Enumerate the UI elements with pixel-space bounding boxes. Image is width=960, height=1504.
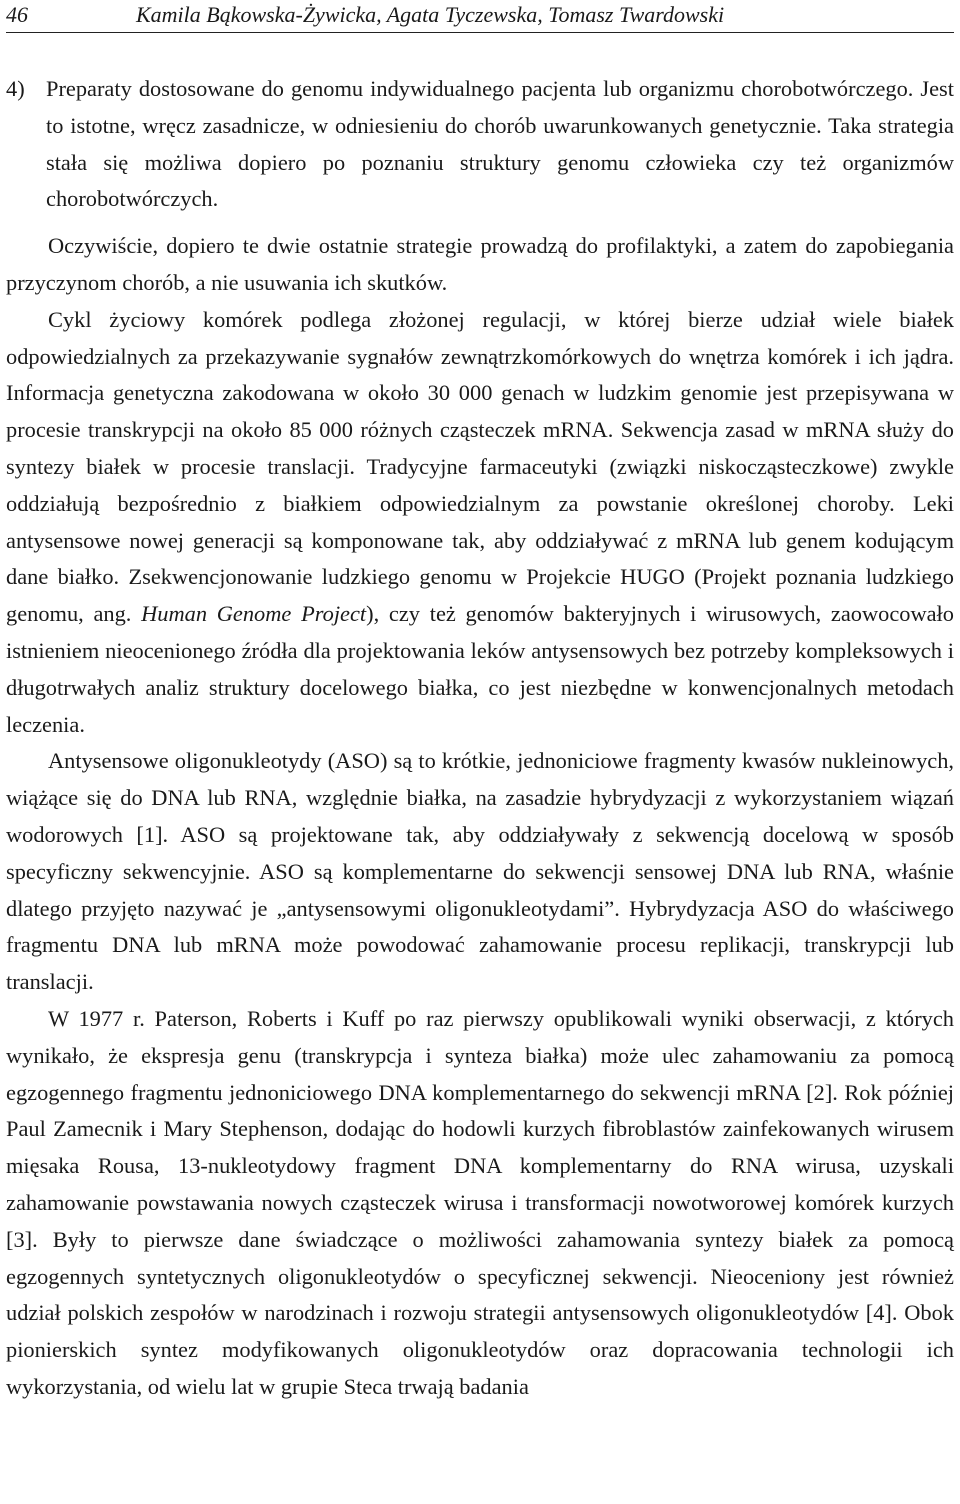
body-text bbox=[6, 71, 954, 1406]
list-item-text: Preparaty dostosowane do genomu indywidualnego pacjenta lub organizmu chorobotwórczego. Jest to istotne, wręcz zasadnicze, w odniesieniu do chorób uwarunkowanych genetycznie. Taka strategia stała się możliwa dopiero po poznaniu struktury genomu człowieka czy też organizmów chorobotwórczych. bbox=[46, 76, 954, 212]
list-item-4 bbox=[6, 71, 954, 218]
paragraph-cell-cycle bbox=[6, 302, 954, 744]
paragraph-cell-cycle-part1: Cykl życiowy komórek podlega złożonej regulacji, w której bierze udział wiele białek odpowiedzialnych za przekazywanie sygnałów zewnątrzkomórkowych do wnętrza komórek i ich jądra. Informacja genetyczna zakodowana w około 30 000 genach w ludzkim genomie jest przepisywana w procesie transkrypcji na około 85 000 różnych cząsteczek mRNA. Sekwencja zasad w mRNA służy do syntezy białek w procesie translacji. Tradycyjne farmaceutyki (związki niskocząsteczkowe) zwykle oddziałują bezpośrednio z białkiem odpowiedzialnym za powstanie określonej choroby. Leki antysensowe nowej generacji są komponowane tak, aby oddziaływać z mRNA lub genem kodującym dane białko. Zsekwencjonowanie ludzkiego genomu w Projekcie HUGO (Projekt poznania ludzkiego genomu, ang. bbox=[6, 306, 954, 627]
page-number: 46 bbox=[6, 2, 28, 27]
document-page bbox=[6, 0, 954, 1406]
paragraph-strategies: Oczywiście, dopiero te dwie ostatnie strategie prowadzą do profilaktyki, a zatem do zapobiegania przyczynom chorób, a nie usuwania ich skutków. bbox=[6, 233, 954, 295]
running-header bbox=[6, 0, 954, 33]
paragraph-cell-cycle-part2: ), czy też genomów bakteryjnych i wirusowych, zaowocowało istnieniem nieocenionego źródła dla projektowania leków antysensowych bez potrzeby kompleksowych i długotrwałych analiz struktury docelowego białka, co jest niezbędne w konwencjonalnych metodach leczenia. bbox=[6, 601, 954, 737]
list-item-number: 4) bbox=[6, 76, 25, 101]
paragraph-history: W 1977 r. Paterson, Roberts i Kuff po raz pierwszy opublikowali wyniki obserwacji, z których wynikało, że ekspresja genu (transkrypcja i synteza białka) może ulec zahamowaniu za pomocą egzogennego fragmentu jednoniciowego DNA komplementarnego do sekwencji mRNA [2]. Rok później Paul Zamecnik i Mary Stephenson, dodając do hodowli kurzych fibroblastów zainfekowanych wirusem mięsaka Rousa, 13-nukleotydowy fragment DNA komplementarny do RNA wirusa, uzyskali zahamowanie powstawania nowych cząsteczek wirusa i transformacji nowotworowej komórek kurzych [3]. Były to pierwsze dane świadczące o możliwości zahamowania syntezy białek za pomocą egzogennych syntetycznych oligonukleotydów o specyficznej sekwencji. Nieoceniony jest również udział polskich zespołów w narodzinach i rozwoju strategii antysensowych oligonukleotydów [4]. Obok pionierskich syntez modyfikowanych oligonukleotydów oraz dopracowania technologii ich wykorzystania, od wielu lat w grupie Steca trwają badania bbox=[6, 1005, 954, 1399]
human-genome-project-term: Human Genome Project bbox=[141, 601, 367, 627]
header-authors: Kamila Bąkowska-Żywicka, Agata Tyczewska, Tomasz Twardowski bbox=[136, 2, 725, 27]
paragraph-aso-definition: Antysensowe oligonukleotydy (ASO) są to krótkie, jednoniciowe fragmenty kwasów nukleinowych, wiążące się do DNA lub RNA, względnie białka, na zasadzie hybrydyzacji z wykorzystaniem wiązań wodorowych [1]. ASO są projektowane tak, aby oddziaływały z sekwencją docelową w sposób specyficzny sekwencyjnie. ASO są komplementarne do sekwencji sensowej DNA lub RNA, właśnie dlatego przyjęto nazywać je „antysensowymi oligonukleotydami”. Hybrydyzacja ASO do właściwego fragmentu DNA lub mRNA może powodować zahamowanie procesu replikacji, transkrypcji lub translacji. bbox=[6, 748, 954, 995]
